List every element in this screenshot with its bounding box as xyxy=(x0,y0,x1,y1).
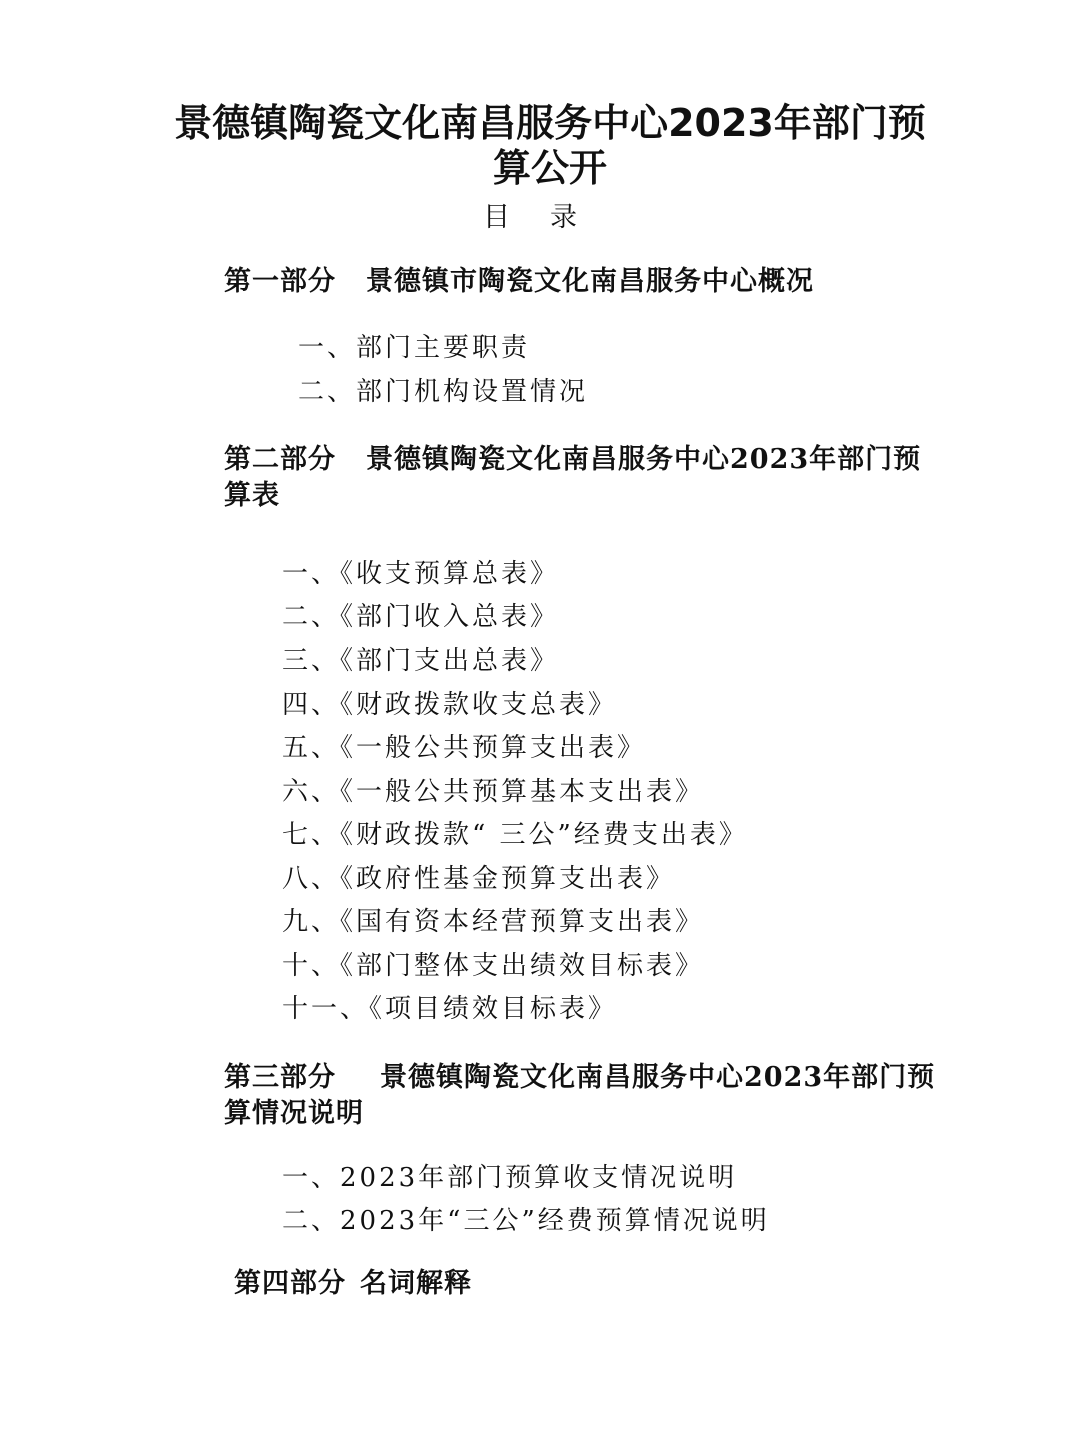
part-3-item-1: 一、2023年部门预算收支情况说明 xyxy=(282,1163,738,1193)
part-2-label: 第二部分 xyxy=(224,444,336,475)
part-1-heading xyxy=(224,264,814,300)
part-2-item-10: 十、《部门整体支出绩效目标表》 xyxy=(282,951,705,981)
part-1-title: 景德镇市陶瓷文化南昌服务中心概况 xyxy=(366,266,814,297)
part-1-item-1: 一、部门主要职责 xyxy=(298,333,531,363)
part-2-title: 景德镇陶瓷文化南昌服务中心2023年部门预算表 xyxy=(224,444,922,511)
toc-heading: 目录 xyxy=(483,202,617,233)
part-4-title: 名词解释 xyxy=(360,1268,472,1299)
part-3-title: 景德镇陶瓷文化南昌服务中心2023年部门预算情况说明 xyxy=(224,1062,936,1129)
part-2-item-5: 五、《一般公共预算支出表》 xyxy=(282,733,647,763)
part-4-label: 第四部分 xyxy=(234,1268,346,1299)
part-2-item-6: 六、《一般公共预算基本支出表》 xyxy=(282,777,705,807)
part-1-label: 第一部分 xyxy=(224,266,336,297)
part-2-item-11: 十一、《项目绩效目标表》 xyxy=(282,994,618,1024)
part-1-item-2: 二、部门机构设置情况 xyxy=(298,377,589,407)
part-2-item-1: 一、《收支预算总表》 xyxy=(282,559,560,589)
part-3-heading xyxy=(224,1060,944,1132)
part-2-item-4: 四、《财政拨款收支总表》 xyxy=(282,690,618,720)
part-2-item-8: 八、《政府性基金预算支出表》 xyxy=(282,864,676,894)
part-2-item-9: 九、《国有资本经营预算支出表》 xyxy=(282,907,705,937)
part-2-item-7: 七、《财政拨款“ 三公”经费支出表》 xyxy=(282,820,748,850)
part-4-heading xyxy=(234,1266,472,1302)
part-3-item-2: 二、2023年“三公”经费预算情况说明 xyxy=(282,1206,770,1236)
part-2-item-3: 三、《部门支出总表》 xyxy=(282,646,560,676)
document-title-line-2: 算公开 xyxy=(492,146,607,190)
part-2-heading xyxy=(224,442,934,514)
part-3-label: 第三部分 xyxy=(224,1062,336,1093)
part-2-item-2: 二、《部门收入总表》 xyxy=(282,602,560,632)
document-title-line-1: 景德镇陶瓷文化南昌服务中心2023年部门预 xyxy=(174,101,926,145)
